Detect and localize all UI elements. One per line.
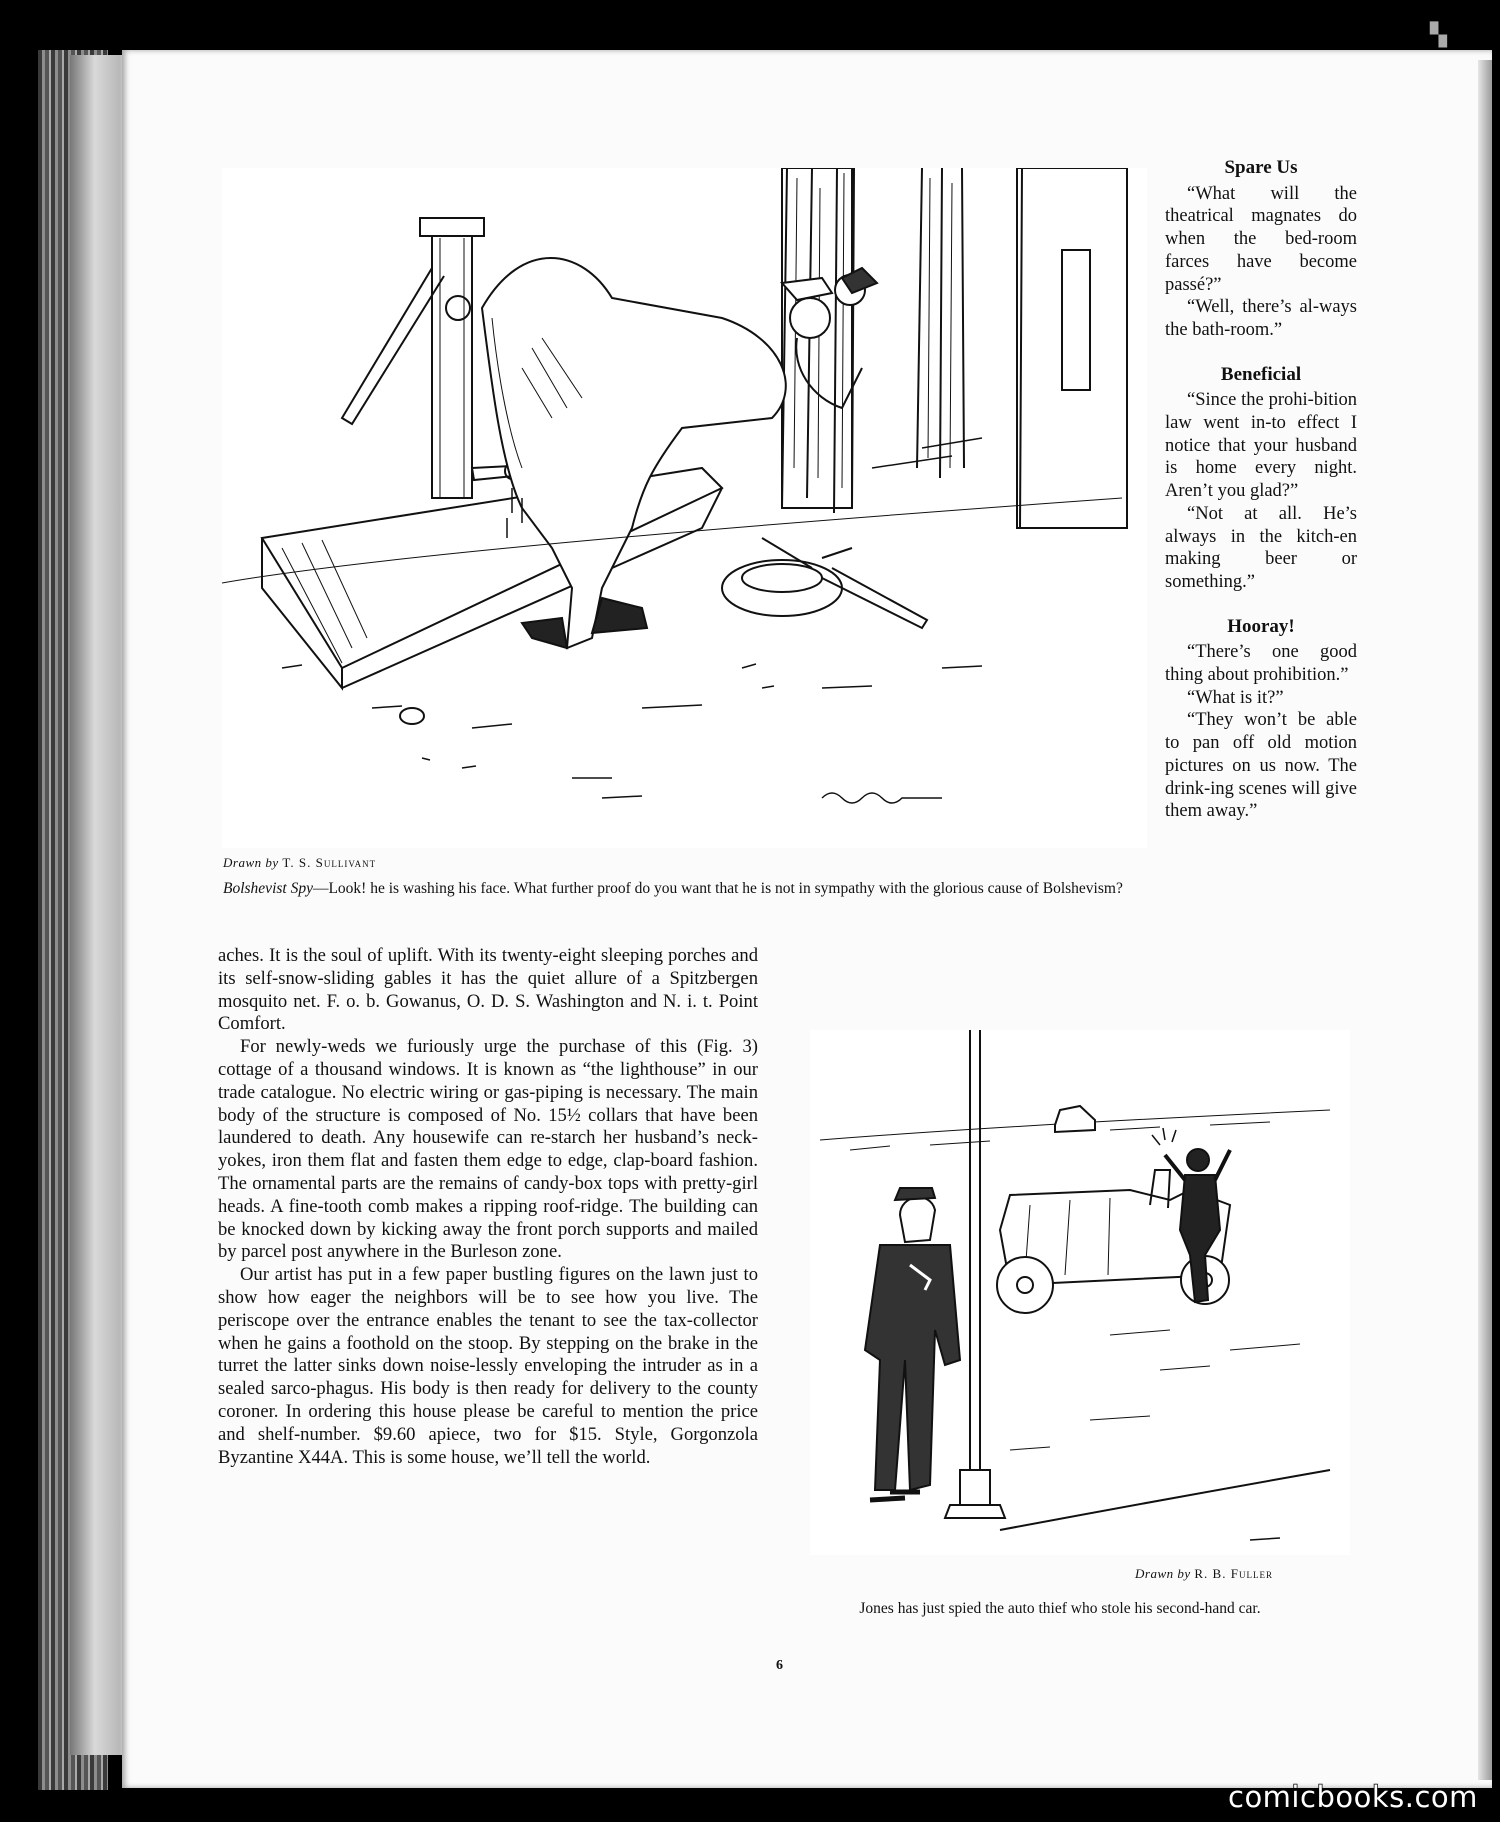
joke-paragraph: “Since the prohi-bition law went in-to effect I notice that your husband is home every night. Aren’t you glad?” <box>1165 390 1357 502</box>
fuller-drawing <box>810 1030 1350 1555</box>
joke-spare-us <box>1165 157 1357 342</box>
joke-heading: Beneficial <box>1220 363 1302 385</box>
illustration-bolshevist-spy <box>222 168 1147 848</box>
credit-artist-name: R. B. Fuller <box>1194 1566 1273 1581</box>
site-watermark: comicbooks.com <box>1228 1780 1478 1814</box>
joke-hooray <box>1165 616 1357 823</box>
credit-prefix: Drawn by <box>223 855 279 870</box>
credit-prefix: Drawn by <box>1135 1566 1191 1581</box>
caption-text: —Look! he is washing his face. What further proof do you want that he is not in sympathy with the glorious cause of Bolshevism? <box>312 880 1123 897</box>
illustration-2-caption: Jones has just spied the auto thief who stole his second-hand car. <box>859 1600 1261 1617</box>
page-right-edge <box>1478 60 1492 1780</box>
illustration-1-caption <box>223 880 1143 898</box>
illustration-auto-thief <box>810 1030 1350 1555</box>
joke-paragraph: “What will the theatrical magnates do when the bed-room farces have become passé?” <box>1165 183 1357 295</box>
joke-paragraph: “They won’t be able to pan off old motion pictures on us now. The drink-ing scenes will give them away.” <box>1165 710 1357 822</box>
joke-paragraph: “What is it?” <box>1187 687 1284 708</box>
joke-beneficial <box>1165 364 1357 594</box>
article-body <box>218 945 758 1469</box>
joke-paragraph: “Not at all. He’s always in the kitch-en making beer or something.” <box>1165 503 1357 592</box>
joke-heading: Spare Us <box>1224 157 1298 178</box>
joke-paragraph: “Well, there’s al-ways the bath-room.” <box>1165 297 1357 340</box>
joke-heading: Hooray! <box>1227 615 1295 637</box>
credit-artist-name: T. S. Sullivant <box>282 855 377 870</box>
scan-mark: ▚ <box>1430 22 1447 47</box>
illustration-1-credit <box>223 855 376 871</box>
article-paragraph: For newly-weds we furiously urge the purchase of this (Fig. 3) cottage of a thousand windows. It is known as “the lighthouse” in our trade catalogue. No electric wiring or gas-piping is necessary. The main body of the structure is composed of No. 15½ collars that have been laundered to death. Any housewife can re-starch her husband’s neck-yokes, iron them flat and fasten them edge to edge, clap-board fashion. The ornamental parts are the remains of candy-box tops with pretty-girl heads. A fine-tooth comb makes a ripping roof-ridge. The building can be knocked down by kicking away the front porch supports and mailed by parcel post anywhere in the Burleson zone. <box>218 1036 758 1263</box>
caption-title: Bolshevist Spy <box>223 880 313 897</box>
article-paragraph: aches. It is the soul of uplift. With its twenty-eight sleeping porches and its self-snow-sliding gables it has the quiet allure of a Spitzbergen mosquito net. F. o. b. Gowanus, O. D. S. Washington and N. i. t. Point Comfort. <box>218 945 758 1035</box>
page-number: 6 <box>776 1658 783 1673</box>
sullivant-drawing <box>222 168 1147 848</box>
article-paragraph: Our artist has put in a few paper bustling figures on the lawn just to show how eager the neighbors will be to see how you live. The periscope over the entrance enables the tenant to see the tax-collector when he gains a foothold on the stoop. By stepping on the brake in the turret the latter sinks down noise-lessly enveloping the intruder as in a sealed sarco-phagus. His body is then ready for delivery to the county coroner. In ordering this house please be careful to mention the price and shelf-number. $9.60 apiece, two for $15. Style, Gorgonzola Byzantine X44A. This is some house, we’ll tell the world. <box>218 1264 758 1468</box>
sidebar-jokes <box>1165 157 1357 845</box>
joke-paragraph: “There’s one good thing about prohibition.” <box>1165 642 1357 686</box>
illustration-2-credit <box>1135 1566 1273 1582</box>
